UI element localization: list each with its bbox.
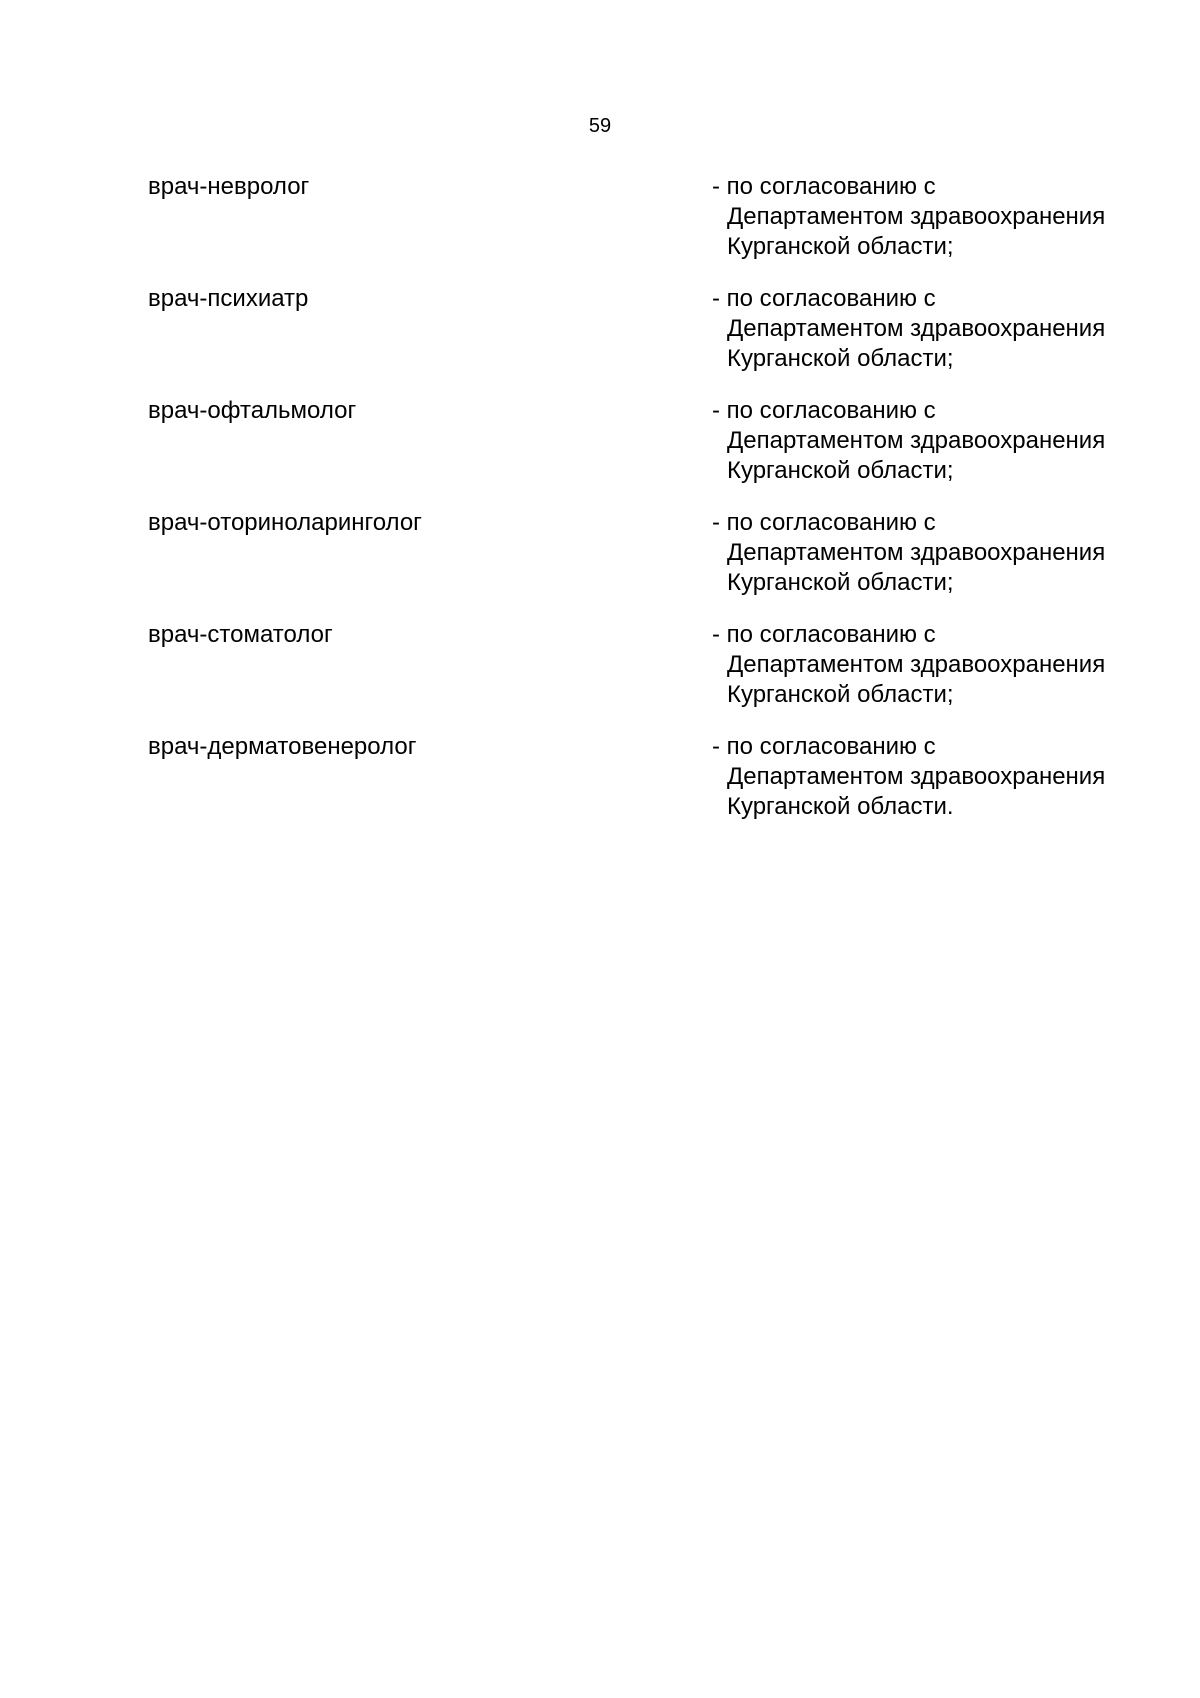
approval-note (712, 732, 1105, 822)
list-item (0, 620, 1200, 732)
page-number: 59 (588, 115, 612, 137)
approval-note (712, 172, 1105, 262)
approval-note (712, 620, 1105, 710)
approval-line: Департаментом здравоохранения (727, 651, 1106, 678)
list-item (0, 284, 1200, 396)
approval-line: - по согласованию с (712, 621, 936, 648)
list-item (0, 172, 1200, 284)
approval-line: - по согласованию с (712, 285, 936, 312)
position-title: врач-офтальмолог (148, 397, 357, 424)
list-item (0, 732, 1200, 844)
approval-line: - по согласованию с (712, 173, 936, 200)
approval-line: Курганской области; (727, 681, 954, 708)
approval-line: Курганской области. (727, 793, 954, 820)
approval-note (712, 508, 1105, 598)
approval-line: Департаментом здравоохранения (727, 539, 1106, 566)
approval-note (712, 284, 1105, 374)
approval-line: Департаментом здравоохранения (727, 203, 1106, 230)
approval-line: Департаментом здравоохранения (727, 427, 1106, 454)
list-item (0, 508, 1200, 620)
approval-line: Курганской области; (727, 457, 954, 484)
approval-line: - по согласованию с (712, 509, 936, 536)
approval-line: - по согласованию с (712, 733, 936, 760)
approval-line: Курганской области; (727, 569, 954, 596)
approval-line: Департаментом здравоохранения (727, 315, 1106, 342)
approval-note (712, 396, 1105, 486)
approval-line: - по согласованию с (712, 397, 936, 424)
position-title: врач-дерматовенеролог (148, 733, 417, 760)
approval-line: Курганской области; (727, 233, 954, 260)
position-title: врач-невролог (148, 173, 310, 200)
approval-line: Департаментом здравоохранения (727, 763, 1106, 790)
entries-list (0, 172, 1200, 844)
position-title: врач-оториноларинголог (148, 509, 422, 536)
approval-line: Курганской области; (727, 345, 954, 372)
position-title: врач-стоматолог (148, 621, 333, 648)
list-item (0, 396, 1200, 508)
position-title: врач-психиатр (148, 285, 309, 312)
